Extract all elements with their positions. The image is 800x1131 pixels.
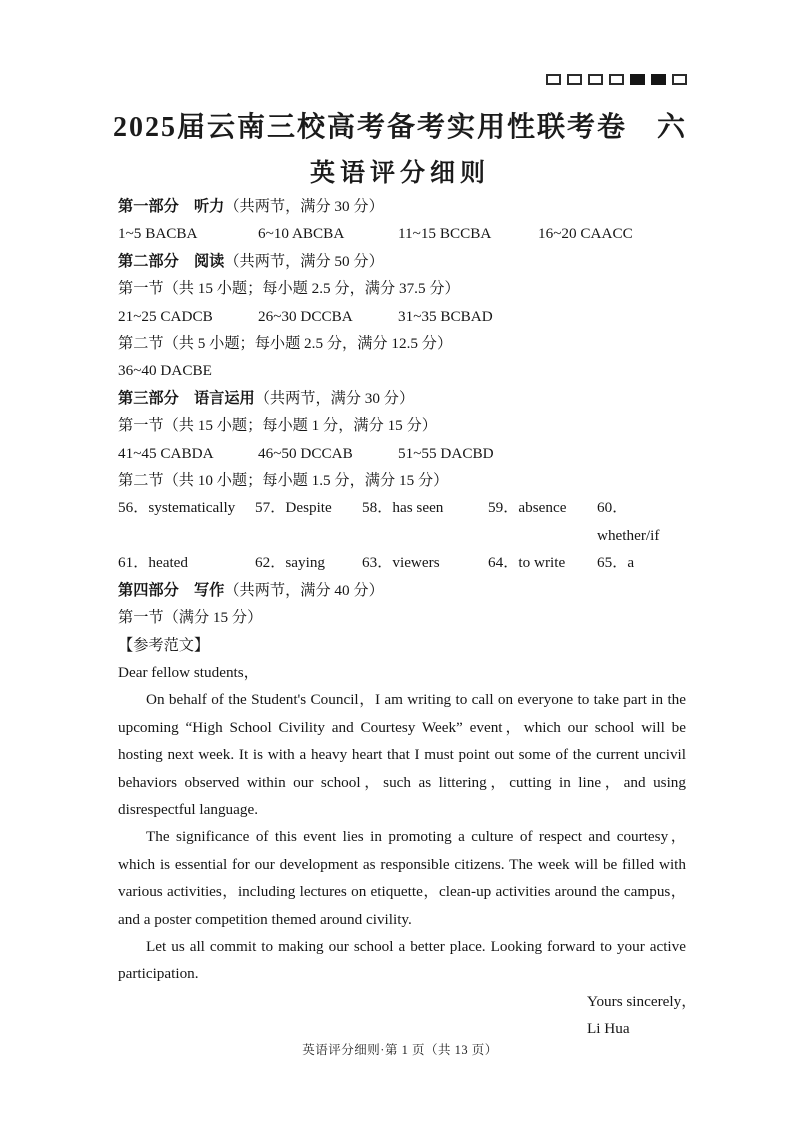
essay-closing-block [587, 988, 697, 1043]
empty-square-mark [546, 74, 561, 85]
corner-marks [546, 74, 687, 85]
answer-group: 51~55 DACBD [398, 444, 494, 462]
part1-heading [118, 193, 686, 220]
answer-item: 62．saying [255, 554, 326, 572]
essay-signature: Li Hua [587, 1020, 630, 1038]
answer-group: 6~10 ABCBA [258, 225, 345, 243]
essay-salutation: Dear fellow students， [118, 663, 259, 681]
reading-section2-title: 第二节（共 5 小题；每小题 2.5 分，满分 12.5 分） [118, 335, 453, 353]
empty-square-mark [567, 74, 582, 85]
part4-heading-note: （共两节，满分 40 分） [224, 581, 384, 599]
answer-item: 64．to write [488, 554, 566, 572]
answer-group: 11~15 BCCBA [398, 225, 492, 243]
exam-title: 2025届云南三校高考备考实用性联考卷 六 [112, 112, 687, 143]
empty-square-mark [609, 74, 624, 85]
language-section1-answers-row [118, 440, 686, 467]
answer-item: 58．has seen [362, 499, 444, 517]
part2-heading-title: 第二部分 阅读 [118, 252, 225, 270]
answer-item: 60．whether/if [597, 499, 660, 544]
empty-square-mark [588, 74, 603, 85]
part1-heading-title: 第一部分 听力 [118, 198, 225, 215]
sample-essay [118, 659, 697, 1043]
part2-heading-note: （共两节，满分 50 分） [224, 252, 384, 270]
answer-group: 46~50 DCCAB [258, 444, 353, 462]
reading-section1-title: 第一节（共 15 小题；每小题 2.5 分，满分 37.5 分） [118, 280, 460, 298]
exam-subtitle: 英语评分细则 [309, 160, 490, 187]
part4-heading [118, 577, 686, 604]
essay-paragraph: The significance of this event lies in promoting a culture of respect and courtesy，which is essential for our development as responsible citizens. The week will be filled with various activities，including lectures on etiquette，clean-up activities around the campus，and a poster competition themed around civility. [118, 828, 686, 928]
answer-group: 26~30 DCCBA [258, 307, 353, 325]
part1-heading-note: （共两节，满分 30 分） [224, 198, 384, 215]
essay-closing: Yours sincerely， [587, 992, 697, 1010]
title-block [0, 105, 800, 189]
answer-group: 16~20 CAACC [538, 225, 633, 243]
part4-heading-title: 第四部分 写作 [118, 581, 225, 599]
part3-heading [118, 385, 686, 412]
listening-answers-row [118, 220, 686, 247]
answer-key-content [118, 193, 697, 1043]
answer-item: 63．viewers [362, 554, 440, 572]
part3-heading-note: （共两节，满分 30 分） [254, 389, 415, 407]
language-section1-title: 第一节（共 15 小题；每小题 1 分，满分 15 分） [118, 417, 437, 435]
empty-square-mark [672, 74, 687, 85]
answer-item: 56．systematically [118, 499, 236, 517]
answer-group: 31~35 BCBAD [398, 307, 493, 325]
writing-section1-title: 第一节（满分 15 分） [118, 609, 263, 627]
part2-heading [118, 248, 686, 275]
answer-item: 59．absence [488, 499, 567, 517]
essay-paragraph: On behalf of the Student's Council，I am writing to call on everyone to take part in the upcoming “High School Civility and Courtesy Week” event，which our school will be hosting next week. It is with a heavy heart that I must point out some of the current uncivil behaviors observed within our school，such as littering，cutting in line，and using disrespectful language. [118, 691, 686, 818]
filled-square-mark [651, 74, 666, 85]
part3-heading-title: 第三部分 语言运用 [118, 389, 255, 407]
answer-group: 41~45 CABDA [118, 444, 214, 462]
answer-item: 57．Despite [255, 499, 332, 517]
reading-section1-answers-row [118, 303, 686, 330]
answer-item: 61．heated [118, 554, 189, 572]
answer-item: 65．a [597, 554, 635, 572]
reading-section2-answers: 36~40 DACBE [118, 362, 212, 380]
filled-square-mark [630, 74, 645, 85]
sample-essay-label: 【参考范文】 [118, 636, 210, 654]
page-footer: 英语评分细则·第 1 页（共 13 页） [302, 1043, 498, 1057]
essay-paragraph: Let us all commit to making our school a better place. Looking forward to your active participation. [118, 937, 686, 983]
language-section2-answers-row2 [118, 549, 686, 576]
answer-group: 21~25 CADCB [118, 307, 213, 325]
language-section2-answers-row1 [118, 494, 686, 549]
language-section2-title: 第二节（共 10 小题；每小题 1.5 分，满分 15 分） [118, 472, 449, 490]
answer-group: 1~5 BACBA [118, 225, 198, 243]
